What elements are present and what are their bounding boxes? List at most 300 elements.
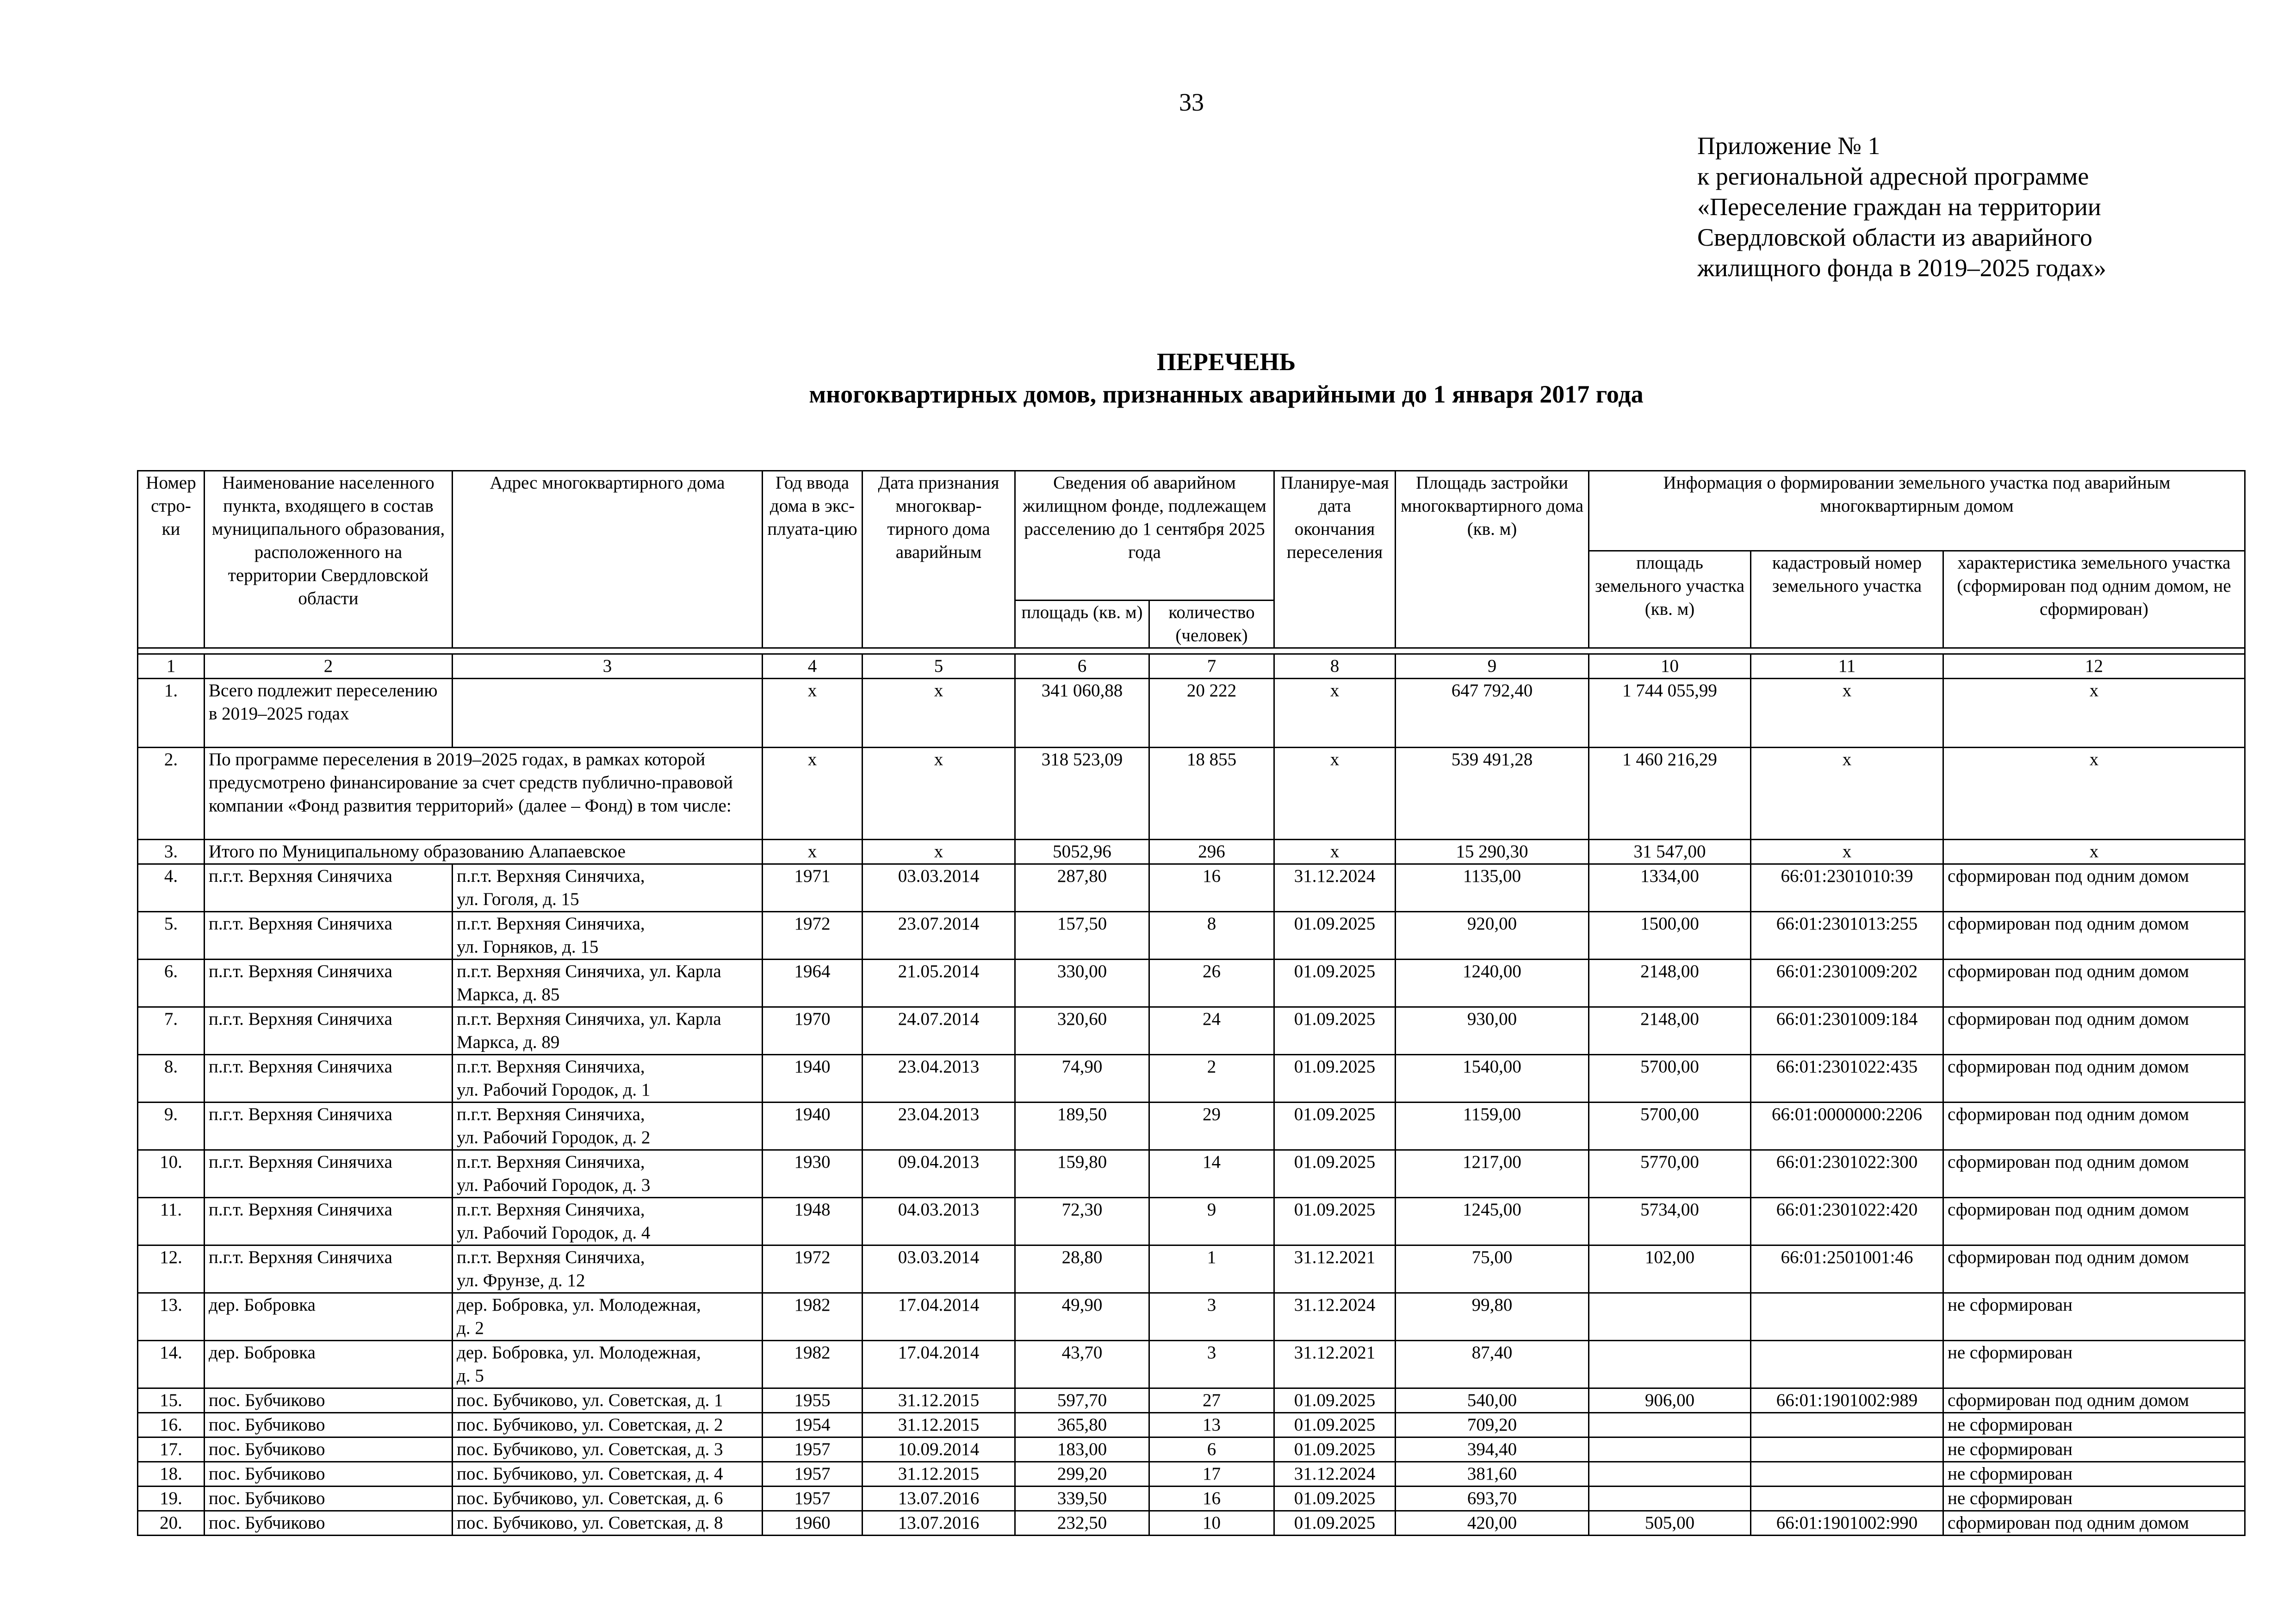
row-number: 4. xyxy=(138,864,205,912)
area-cell: 43,70 xyxy=(1015,1341,1149,1388)
address-cell xyxy=(453,1007,763,1055)
building-area-cell: 920,00 xyxy=(1396,912,1589,960)
settlement-cell: дер. Бобровка xyxy=(205,1341,453,1388)
year-cell: х xyxy=(763,748,863,840)
land-area-cell xyxy=(1589,1437,1751,1462)
address-cell xyxy=(453,1462,763,1487)
people-cell: 13 xyxy=(1149,1413,1274,1437)
land-area-cell: 5770,00 xyxy=(1589,1150,1751,1198)
settlement-cell: п.г.т. Верхняя Синячиха xyxy=(205,1055,453,1103)
appendix-line: к региональной адресной программе xyxy=(1697,162,2089,190)
address-cell xyxy=(453,960,763,1007)
address-line: п.г.т. Верхняя Синячиха, xyxy=(457,1057,645,1077)
land-area-cell: 906,00 xyxy=(1589,1388,1751,1413)
address-cell xyxy=(453,1103,763,1150)
plan-date-cell: 01.09.2025 xyxy=(1274,912,1396,960)
address-line: п.г.т. Верхняя Синячиха, xyxy=(457,1152,645,1172)
characteristic-cell: сформирован под одним домом xyxy=(1943,1150,2245,1198)
row-number: 11. xyxy=(138,1198,205,1245)
address-line: п.г.т. Верхняя Синячиха, ул. Карла xyxy=(457,961,721,981)
column-number: 2 xyxy=(205,654,453,679)
date-cell: 23.04.2013 xyxy=(863,1103,1015,1150)
address-line: п.г.т. Верхняя Синячиха, ул. Карла xyxy=(457,1009,721,1029)
table-row xyxy=(138,1198,2245,1245)
header-recognition-date: Дата признания многоквар-тирного дома аварийным xyxy=(863,471,1015,648)
settlement-cell: п.г.т. Верхняя Синячиха xyxy=(205,1245,453,1293)
plan-date-cell: 01.09.2025 xyxy=(1274,1198,1396,1245)
characteristic-cell: сформирован под одним домом xyxy=(1943,1103,2245,1150)
building-area-cell: 693,70 xyxy=(1396,1487,1589,1511)
address-line: ул. Фрунзе, д. 12 xyxy=(457,1270,585,1290)
row-number: 3. xyxy=(138,840,205,864)
people-cell: 20 222 xyxy=(1149,679,1274,748)
settlement-cell: п.г.т. Верхняя Синячиха xyxy=(205,1198,453,1245)
address-line: п.г.т. Верхняя Синячиха, xyxy=(457,1104,645,1124)
plan-date-cell: х xyxy=(1274,840,1396,864)
column-number: 11 xyxy=(1751,654,1943,679)
cadastral-cell: х xyxy=(1751,840,1943,864)
address-cell xyxy=(453,1413,763,1437)
column-number: 6 xyxy=(1015,654,1149,679)
date-cell: 31.12.2015 xyxy=(863,1413,1015,1437)
header-year: Год ввода дома в экс-плуата-цию xyxy=(763,471,863,648)
date-cell: 31.12.2015 xyxy=(863,1388,1015,1413)
cadastral-cell xyxy=(1751,1437,1943,1462)
header-land-info: Информация о формировании земельного участка под аварийным многоквартирным домом xyxy=(1589,471,2245,551)
table-row xyxy=(138,1341,2245,1388)
year-cell: 1948 xyxy=(763,1198,863,1245)
characteristic-cell: не сформирован xyxy=(1943,1341,2245,1388)
year-cell: 1955 xyxy=(763,1388,863,1413)
area-cell: 28,80 xyxy=(1015,1245,1149,1293)
plan-date-cell: х xyxy=(1274,748,1396,840)
row-number: 19. xyxy=(138,1487,205,1511)
plan-date-cell: 31.12.2024 xyxy=(1274,1462,1396,1487)
people-cell: 17 xyxy=(1149,1462,1274,1487)
plan-date-cell: 01.09.2025 xyxy=(1274,1055,1396,1103)
plan-date-cell: 01.09.2025 xyxy=(1274,1413,1396,1437)
header-emergency-fund: Сведения об аварийном жилищном фонде, подлежащем расселению до 1 сентября 2025 года xyxy=(1015,471,1274,601)
people-cell: 1 xyxy=(1149,1245,1274,1293)
address-line: п.г.т. Верхняя Синячиха, xyxy=(457,866,645,886)
address-line: пос. Бубчиково, ул. Советская, д. 8 xyxy=(457,1513,723,1533)
cadastral-cell: х xyxy=(1751,679,1943,748)
address-line: ул. Гоголя, д. 15 xyxy=(457,889,579,909)
row-number: 18. xyxy=(138,1462,205,1487)
date-cell: 23.04.2013 xyxy=(863,1055,1015,1103)
row-number: 9. xyxy=(138,1103,205,1150)
header-land-characteristic: характеристика земельного участка (сформирован под одним домом, не сформирован) xyxy=(1943,551,2245,648)
people-cell: 10 xyxy=(1149,1511,1274,1536)
people-cell: 14 xyxy=(1149,1150,1274,1198)
date-cell: 09.04.2013 xyxy=(863,1150,1015,1198)
date-cell: 13.07.2016 xyxy=(863,1487,1015,1511)
area-cell: 320,60 xyxy=(1015,1007,1149,1055)
land-area-cell: 505,00 xyxy=(1589,1511,1751,1536)
characteristic-cell: сформирован под одним домом xyxy=(1943,1055,2245,1103)
address-cell xyxy=(453,1437,763,1462)
area-cell: 157,50 xyxy=(1015,912,1149,960)
cadastral-cell: 66:01:2301022:300 xyxy=(1751,1150,1943,1198)
characteristic-cell: сформирован под одним домом xyxy=(1943,864,2245,912)
settlement-cell: пос. Бубчиково xyxy=(205,1413,453,1437)
address-line: пос. Бубчиково, ул. Советская, д. 3 xyxy=(457,1439,723,1459)
cadastral-cell: 66:01:2301022:420 xyxy=(1751,1198,1943,1245)
cadastral-cell: 66:01:0000000:2206 xyxy=(1751,1103,1943,1150)
date-cell: 03.03.2014 xyxy=(863,864,1015,912)
year-cell: 1930 xyxy=(763,1150,863,1198)
land-area-cell xyxy=(1589,1462,1751,1487)
characteristic-cell: х xyxy=(1943,748,2245,840)
address-line: дер. Бобровка, ул. Молодежная, xyxy=(457,1295,701,1315)
people-cell: 24 xyxy=(1149,1007,1274,1055)
row-number: 20. xyxy=(138,1511,205,1536)
address-line: д. 2 xyxy=(457,1318,484,1338)
people-cell: 3 xyxy=(1149,1293,1274,1341)
row-number: 15. xyxy=(138,1388,205,1413)
cadastral-cell: 66:01:2301022:435 xyxy=(1751,1055,1943,1103)
date-cell: 10.09.2014 xyxy=(863,1437,1015,1462)
year-cell: 1972 xyxy=(763,1245,863,1293)
address-cell xyxy=(453,1150,763,1198)
settlement-cell: п.г.т. Верхняя Синячиха xyxy=(205,1150,453,1198)
year-cell: 1960 xyxy=(763,1511,863,1536)
building-area-cell: 1245,00 xyxy=(1396,1198,1589,1245)
area-cell: 330,00 xyxy=(1015,960,1149,1007)
date-cell: х xyxy=(863,679,1015,748)
date-cell: х xyxy=(863,748,1015,840)
settlement-cell: пос. Бубчиково xyxy=(205,1388,453,1413)
building-area-cell: 539 491,28 xyxy=(1396,748,1589,840)
table-row xyxy=(138,1462,2245,1487)
address-cell xyxy=(453,1293,763,1341)
building-area-cell: 420,00 xyxy=(1396,1511,1589,1536)
table-row xyxy=(138,1055,2245,1103)
building-area-cell: 709,20 xyxy=(1396,1413,1589,1437)
address-line: пос. Бубчиково, ул. Советская, д. 6 xyxy=(457,1488,723,1508)
date-cell: х xyxy=(863,840,1015,864)
summary-row xyxy=(138,679,2245,748)
address-cell xyxy=(453,864,763,912)
cadastral-cell: х xyxy=(1751,748,1943,840)
people-cell: 3 xyxy=(1149,1341,1274,1388)
settlement-cell: п.г.т. Верхняя Синячиха xyxy=(205,864,453,912)
land-area-cell xyxy=(1589,1341,1751,1388)
characteristic-cell: сформирован под одним домом xyxy=(1943,1511,2245,1536)
year-cell: 1972 xyxy=(763,912,863,960)
land-area-cell: 1334,00 xyxy=(1589,864,1751,912)
people-cell: 6 xyxy=(1149,1437,1274,1462)
header-address: Адрес многоквартирного дома xyxy=(453,471,763,648)
building-area-cell: 540,00 xyxy=(1396,1388,1589,1413)
address-line: пос. Бубчиково, ул. Советская, д. 4 xyxy=(457,1464,723,1484)
address-cell xyxy=(453,1245,763,1293)
row-number: 5. xyxy=(138,912,205,960)
table-row xyxy=(138,1150,2245,1198)
table-row xyxy=(138,1293,2245,1341)
plan-date-cell: 01.09.2025 xyxy=(1274,1437,1396,1462)
plan-date-cell: 31.12.2024 xyxy=(1274,1293,1396,1341)
plan-date-cell: 01.09.2025 xyxy=(1274,1388,1396,1413)
year-cell: 1970 xyxy=(763,1007,863,1055)
date-cell: 31.12.2015 xyxy=(863,1462,1015,1487)
table-row xyxy=(138,1511,2245,1536)
settlement-cell: п.г.т. Верхняя Синячиха xyxy=(205,912,453,960)
row-number: 13. xyxy=(138,1293,205,1341)
cadastral-cell xyxy=(1751,1341,1943,1388)
land-area-cell: 5700,00 xyxy=(1589,1103,1751,1150)
row-number: 7. xyxy=(138,1007,205,1055)
table-row xyxy=(138,1245,2245,1293)
area-cell: 341 060,88 xyxy=(1015,679,1149,748)
address-line: п.г.т. Верхняя Синячиха, xyxy=(457,1200,645,1220)
settlement-cell: пос. Бубчиково xyxy=(205,1462,453,1487)
appendix-line: Приложение № 1 xyxy=(1697,132,1880,160)
year-cell: 1940 xyxy=(763,1103,863,1150)
row-number: 10. xyxy=(138,1150,205,1198)
building-area-cell: 99,80 xyxy=(1396,1293,1589,1341)
area-cell: 74,90 xyxy=(1015,1055,1149,1103)
year-cell: 1982 xyxy=(763,1293,863,1341)
address-line: д. 5 xyxy=(457,1366,484,1386)
area-cell: 232,50 xyxy=(1015,1511,1149,1536)
cadastral-cell xyxy=(1751,1293,1943,1341)
date-cell: 13.07.2016 xyxy=(863,1511,1015,1536)
appendix-line: Свердловской области из аварийного xyxy=(1697,223,2092,251)
area-cell: 49,90 xyxy=(1015,1293,1149,1341)
summary-row xyxy=(138,840,2245,864)
building-area-cell: 87,40 xyxy=(1396,1341,1589,1388)
date-cell: 17.04.2014 xyxy=(863,1341,1015,1388)
address-line: дер. Бобровка, ул. Молодежная, xyxy=(457,1343,701,1363)
year-cell: х xyxy=(763,840,863,864)
area-cell: 597,70 xyxy=(1015,1388,1149,1413)
table-row xyxy=(138,912,2245,960)
land-area-cell: 1 460 216,29 xyxy=(1589,748,1751,840)
plan-date-cell: 01.09.2025 xyxy=(1274,960,1396,1007)
building-area-cell: 1217,00 xyxy=(1396,1150,1589,1198)
row-number: 8. xyxy=(138,1055,205,1103)
date-cell: 21.05.2014 xyxy=(863,960,1015,1007)
people-cell: 16 xyxy=(1149,1487,1274,1511)
plan-date-cell: 31.12.2021 xyxy=(1274,1341,1396,1388)
land-area-cell: 31 547,00 xyxy=(1589,840,1751,864)
plan-date-cell: 01.09.2025 xyxy=(1274,1511,1396,1536)
land-area-cell: 1 744 055,99 xyxy=(1589,679,1751,748)
area-cell: 189,50 xyxy=(1015,1103,1149,1150)
building-area-cell: 15 290,30 xyxy=(1396,840,1589,864)
table-row xyxy=(138,1413,2245,1437)
appendix-note xyxy=(1697,130,2106,283)
document-title: ПЕРЕЧЕНЬ xyxy=(1156,348,1296,376)
land-area-cell xyxy=(1589,1293,1751,1341)
land-area-cell: 5700,00 xyxy=(1589,1055,1751,1103)
date-cell: 24.07.2014 xyxy=(863,1007,1015,1055)
houses-table xyxy=(137,470,2246,1536)
characteristic-cell: не сформирован xyxy=(1943,1293,2245,1341)
land-area-cell: 2148,00 xyxy=(1589,1007,1751,1055)
plan-date-cell: 31.12.2021 xyxy=(1274,1245,1396,1293)
table-row xyxy=(138,1388,2245,1413)
column-number: 3 xyxy=(453,654,763,679)
cadastral-cell: 66:01:1901002:989 xyxy=(1751,1388,1943,1413)
address-cell xyxy=(453,1341,763,1388)
address-cell xyxy=(453,912,763,960)
cadastral-cell xyxy=(1751,1462,1943,1487)
building-area-cell: 930,00 xyxy=(1396,1007,1589,1055)
land-area-cell: 102,00 xyxy=(1589,1245,1751,1293)
table-row xyxy=(138,1437,2245,1462)
appendix-line: жилищного фонда в 2019–2025 годах» xyxy=(1697,254,2106,282)
table-row xyxy=(138,1103,2245,1150)
building-area-cell: 75,00 xyxy=(1396,1245,1589,1293)
building-area-cell: 1240,00 xyxy=(1396,960,1589,1007)
people-cell: 18 855 xyxy=(1149,748,1274,840)
characteristic-cell: не сформирован xyxy=(1943,1437,2245,1462)
column-number: 10 xyxy=(1589,654,1751,679)
year-cell: х xyxy=(763,679,863,748)
address-line: п.г.т. Верхняя Синячиха, xyxy=(457,1247,645,1267)
cadastral-cell: 66:01:2301013:255 xyxy=(1751,912,1943,960)
header-land-area: площадь земельного участка (кв. м) xyxy=(1589,551,1751,648)
plan-date-cell: 31.12.2024 xyxy=(1274,864,1396,912)
column-number: 12 xyxy=(1943,654,2245,679)
address-line: Маркса, д. 89 xyxy=(457,1032,560,1052)
cadastral-cell: 66:01:2301009:184 xyxy=(1751,1007,1943,1055)
row-number: 16. xyxy=(138,1413,205,1437)
land-area-cell: 2148,00 xyxy=(1589,960,1751,1007)
area-cell: 287,80 xyxy=(1015,864,1149,912)
building-area-cell: 1159,00 xyxy=(1396,1103,1589,1150)
address-cell xyxy=(453,1198,763,1245)
cadastral-cell: 66:01:2501001:46 xyxy=(1751,1245,1943,1293)
year-cell: 1957 xyxy=(763,1462,863,1487)
settlement-cell: пос. Бубчиково xyxy=(205,1511,453,1536)
land-area-cell xyxy=(1589,1413,1751,1437)
date-cell: 17.04.2014 xyxy=(863,1293,1015,1341)
plan-date-cell: 01.09.2025 xyxy=(1274,1103,1396,1150)
area-cell: 5052,96 xyxy=(1015,840,1149,864)
header-cadastral: кадастровый номер земельного участка xyxy=(1751,551,1943,648)
land-area-cell: 1500,00 xyxy=(1589,912,1751,960)
people-cell: 2 xyxy=(1149,1055,1274,1103)
cadastral-cell xyxy=(1751,1413,1943,1437)
cadastral-cell: 66:01:2301009:202 xyxy=(1751,960,1943,1007)
characteristic-cell: х xyxy=(1943,679,2245,748)
people-cell: 26 xyxy=(1149,960,1274,1007)
column-number: 7 xyxy=(1149,654,1274,679)
table-row xyxy=(138,1007,2245,1055)
building-area-cell: 394,40 xyxy=(1396,1437,1589,1462)
characteristic-cell: не сформирован xyxy=(1943,1462,2245,1487)
page-number: 33 xyxy=(1179,88,1204,116)
address-line: Маркса, д. 85 xyxy=(457,985,560,1004)
column-number: 9 xyxy=(1396,654,1589,679)
table-row xyxy=(138,960,2245,1007)
year-cell: 1964 xyxy=(763,960,863,1007)
document-subtitle: многоквартирных домов, признанных аварийными до 1 января 2017 года xyxy=(809,380,1644,408)
address-line: ул. Рабочий Городок, д. 1 xyxy=(457,1080,651,1100)
land-area-cell xyxy=(1589,1487,1751,1511)
date-cell: 04.03.2013 xyxy=(863,1198,1015,1245)
year-cell: 1971 xyxy=(763,864,863,912)
address-line: ул. Рабочий Городок, д. 2 xyxy=(457,1127,651,1147)
row-number: 12. xyxy=(138,1245,205,1293)
area-cell: 159,80 xyxy=(1015,1150,1149,1198)
settlement-cell: п.г.т. Верхняя Синячиха xyxy=(205,960,453,1007)
plan-date-cell: 01.09.2025 xyxy=(1274,1150,1396,1198)
area-cell: 183,00 xyxy=(1015,1437,1149,1462)
characteristic-cell: сформирован под одним домом xyxy=(1943,912,2245,960)
settlement-cell: п.г.т. Верхняя Синячиха xyxy=(205,1103,453,1150)
table-row xyxy=(138,1487,2245,1511)
characteristic-cell: сформирован под одним домом xyxy=(1943,960,2245,1007)
appendix-line: «Переселение граждан на территории xyxy=(1697,193,2101,221)
plan-date-cell: 01.09.2025 xyxy=(1274,1007,1396,1055)
year-cell: 1957 xyxy=(763,1437,863,1462)
settlement-cell: дер. Бобровка xyxy=(205,1293,453,1341)
characteristic-cell: сформирован под одним домом xyxy=(1943,1198,2245,1245)
address-cell xyxy=(453,679,763,748)
address-cell xyxy=(453,1511,763,1536)
people-cell: 9 xyxy=(1149,1198,1274,1245)
building-area-cell: 381,60 xyxy=(1396,1462,1589,1487)
area-cell: 72,30 xyxy=(1015,1198,1149,1245)
header-settlement: Наименование населенного пункта, входящего в состав муниципального образования, расположенного на территории Свердловской области xyxy=(205,471,453,648)
row-number: 14. xyxy=(138,1341,205,1388)
address-cell xyxy=(453,1487,763,1511)
column-number-row xyxy=(138,654,2245,679)
column-number: 4 xyxy=(763,654,863,679)
header-area: площадь (кв. м) xyxy=(1015,601,1149,648)
settlement-cell: Итого по Муниципальному образованию Алапаевское xyxy=(205,840,763,864)
people-cell: 8 xyxy=(1149,912,1274,960)
row-number: 2. xyxy=(138,748,205,840)
cadastral-cell: 66:01:2301010:39 xyxy=(1751,864,1943,912)
address-cell xyxy=(453,1388,763,1413)
column-number: 8 xyxy=(1274,654,1396,679)
area-cell: 318 523,09 xyxy=(1015,748,1149,840)
header-people: количество (человек) xyxy=(1149,601,1274,648)
cadastral-cell: 66:01:1901002:990 xyxy=(1751,1511,1943,1536)
year-cell: 1954 xyxy=(763,1413,863,1437)
building-area-cell: 1135,00 xyxy=(1396,864,1589,912)
address-line: пос. Бубчиково, ул. Советская, д. 1 xyxy=(457,1390,723,1410)
area-cell: 299,20 xyxy=(1015,1462,1149,1487)
date-cell: 23.07.2014 xyxy=(863,912,1015,960)
area-cell: 365,80 xyxy=(1015,1413,1149,1437)
year-cell: 1982 xyxy=(763,1341,863,1388)
characteristic-cell: сформирован под одним домом xyxy=(1943,1388,2245,1413)
row-number: 6. xyxy=(138,960,205,1007)
building-area-cell: 1540,00 xyxy=(1396,1055,1589,1103)
table-row xyxy=(138,864,2245,912)
date-cell: 03.03.2014 xyxy=(863,1245,1015,1293)
settlement-cell: Всего подлежит переселению в 2019–2025 годах xyxy=(205,679,453,748)
characteristic-cell: не сформирован xyxy=(1943,1413,2245,1437)
characteristic-cell: сформирован под одним домом xyxy=(1943,1245,2245,1293)
settlement-cell: пос. Бубчиково xyxy=(205,1487,453,1511)
settlement-cell: п.г.т. Верхняя Синячиха xyxy=(205,1007,453,1055)
area-cell: 339,50 xyxy=(1015,1487,1149,1511)
settlement-cell: пос. Бубчиково xyxy=(205,1437,453,1462)
header-planned-date: Планируе-мая дата окончания переселения xyxy=(1274,471,1396,648)
row-number: 1. xyxy=(138,679,205,748)
characteristic-cell: не сформирован xyxy=(1943,1487,2245,1511)
header-building-area: Площадь застройки многоквартирного дома (кв. м) xyxy=(1396,471,1589,648)
settlement-cell: По программе переселения в 2019–2025 годах, в рамках которой предусмотрено финансирование за счет средств публично-правовой компании «Фонд развития территорий» (далее – Фонд) в том числе: xyxy=(205,748,763,840)
address-line: п.г.т. Верхняя Синячиха, xyxy=(457,914,645,934)
